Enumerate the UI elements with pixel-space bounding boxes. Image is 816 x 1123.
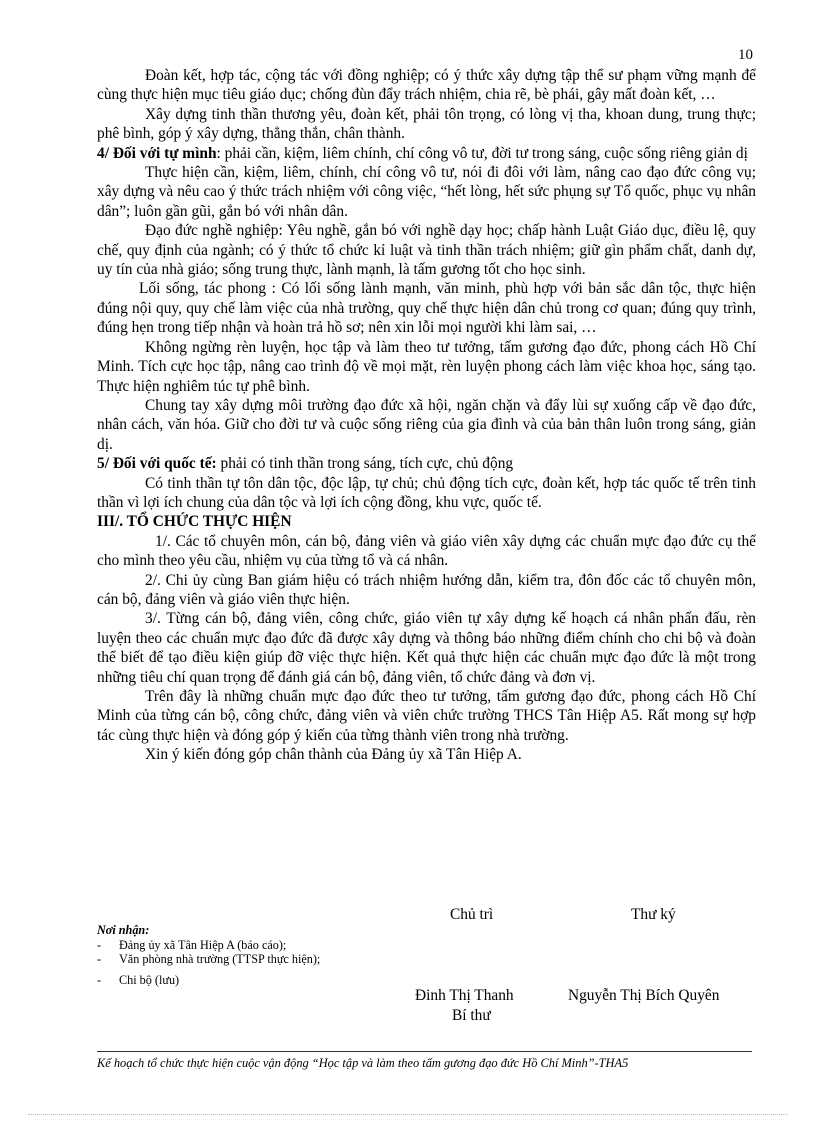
section-4-title: 4/ Đối với tự mình bbox=[97, 144, 217, 162]
paragraph-request: Xin ý kiến đóng góp chân thành của Đảng ủy xã Tân Hiệp A. bbox=[145, 746, 522, 764]
implementation-item-2: 2/. Chi ủy cùng Ban giám hiệu có trách nhiệm hướng dẫn, kiểm tra, đôn đốc các tổ chuyên môn, cán bộ, đảng viên và giáo viên thực hiện. bbox=[97, 571, 756, 608]
page-number: 10 bbox=[738, 47, 753, 63]
paragraph-conclusion: Trên đây là những chuẩn mực đạo đức theo tư tưởng, tấm gương đạo đức, phong cách Hồ Chí Minh của từng cán bộ, công chức, đảng viên và viên chức trường THCS Tân Hiệp A5. Rất mong sự hợp tác cùng thực hiện và đóng góp ý kiến của từng thành viên trong nhà trường. bbox=[97, 688, 756, 744]
section-5-title: 5/ Đối với quốc tế: bbox=[97, 455, 217, 473]
paragraph-learning: Không ngừng rèn luyện, học tập và làm theo tư tưởng, tấm gương đạo đức, phong cách Hồ Chí Minh. Tích cực học tập, nâng cao trình độ về mọi mặt, rèn luyện phong cách làm việc khoa học, sáng tạo. Thực hiện nghiêm túc tự phê bình. bbox=[97, 338, 756, 395]
section-4 bbox=[97, 144, 756, 163]
implementation-item-3: 3/. Từng cán bộ, đảng viên, công chức, giáo viên tự xây dựng kế hoạch cá nhân phấn đấu, rèn luyện theo các chuẩn mực đạo đức đã được xây dựng và thông báo những điểm chính cho chi bộ và đoàn thể biết để tạo điều kiện giúp đỡ việc thực hiện. Kết quả thực hiện các chuẩn mực đạo đức là một trong những tiêu chí quan trọng để đánh giá cán bộ, đảng viên, tổ chức đảng và đơn vị. bbox=[97, 610, 756, 686]
paragraph-international: Có tinh thần tự tôn dân tộc, độc lập, tự chủ; chủ động tích cực, đoàn kết, hợp tác quốc tế trên tinh thần vì lợi ích chung của dân tộc và lợi ích cộng đồng, khu vực, quốc tế. bbox=[97, 474, 756, 511]
chair-title: Chủ trì bbox=[450, 906, 494, 923]
chair-name: Đinh Thị Thanh bbox=[415, 987, 514, 1004]
recipient-item: - Đảng ủy xã Tân Hiệp A (báo cáo); bbox=[97, 938, 320, 953]
secretary-name: Nguyễn Thị Bích Quyên bbox=[568, 987, 720, 1004]
implementation-item-1: 1/. Các tổ chuyên môn, cán bộ, đảng viên và giáo viên xây dựng các chuẩn mực đạo đức cụ thể cho mình theo yêu cầu, nhiệm vụ của từng tổ và cá nhân. bbox=[97, 532, 756, 570]
section-4-text: : phải cần, kiệm, liêm chính, chí công vô tư, đời tư trong sáng, cuộc sống riêng giản dị bbox=[216, 144, 748, 162]
section-3-title: III/. TỔ CHỨC THỰC HIỆN bbox=[97, 513, 292, 531]
paragraph-lifestyle: Lối sống, tác phong : Có lối sống lành mạnh, văn minh, phù hợp với bản sắc dân tộc, thực hiện đúng nội quy, quy chế làm việc của nhà trường, quy chế thực hiện dân chủ trong cơ quan; đúng quy trình, đúng hẹn trong tiếp nhận và hoàn trả hồ sơ; nên xin lỗi mọi người khi làm sai, … bbox=[97, 280, 756, 337]
recipients-list bbox=[97, 938, 320, 988]
recipient-item: - Văn phòng nhà trường (TTSP thực hiện); bbox=[97, 952, 320, 967]
secretary-title: Thư ký bbox=[631, 906, 676, 923]
footer-divider bbox=[97, 1051, 752, 1052]
paragraph-professional-ethics: Đạo đức nghề nghiệp: Yêu nghề, gắn bó với nghề dạy học; chấp hành Luật Giáo dục, điều lệ, quy chế, quy định của ngành; có ý thức tổ chức kỉ luật và tinh thần trách nhiệm; giữ gìn phẩm chất, danh dự, uy tín của nhà giáo; sống trung thực, lành mạnh, là tấm gương tốt cho học sinh. bbox=[97, 222, 756, 279]
paragraph-diligence: Thực hiện cần, kiệm, liêm, chính, chí công vô tư, nói đi đôi với làm, nâng cao đạo đức công vụ; xây dựng và nêu cao ý thức trách nhiệm với công việc, “hết lòng, hết sức phụng sự Tổ quốc, phục vụ nhân dân”; luôn gần gũi, gắn bó với nhân dân. bbox=[97, 164, 756, 220]
page-bottom-dotted-line bbox=[28, 1114, 788, 1115]
paragraph-solidarity: Đoàn kết, hợp tác, cộng tác với đồng nghiệp; có ý thức xây dựng tập thể sư phạm vững mạnh để cùng thực hiện mục tiêu giáo dục; chống đùn đẩy trách nhiệm, chia rẽ, bè phái, gây mất đoàn kết, … bbox=[97, 67, 756, 104]
paragraph-social-environment: Chung tay xây dựng môi trường đạo đức xã hội, ngăn chặn và đẩy lùi sự xuống cấp về đạo đức, nhân cách, văn hóa. Giữ cho đời tư và cuộc sống riêng của gia đình và của bản thân luôn trong sáng, giản dị. bbox=[97, 396, 756, 453]
recipients-title: Nơi nhận: bbox=[97, 923, 150, 937]
section-5-text: phải có tinh thần trong sáng, tích cực, chủ động bbox=[216, 455, 514, 473]
section-5 bbox=[97, 454, 756, 473]
paragraph-love-respect: Xây dựng tinh thần thương yêu, đoàn kết, phải tôn trọng, có lòng vị tha, khoan dung, trung thực; phê bình, góp ý xây dựng, thẳng thắn, chân thành. bbox=[97, 105, 756, 143]
recipients-block bbox=[97, 923, 320, 987]
footer-text: Kế hoạch tổ chức thực hiện cuộc vận động “Học tập và làm theo tấm gương đạo đức Hồ Chí Minh”-THA5 bbox=[97, 1056, 629, 1070]
document-body bbox=[97, 66, 756, 765]
chair-role: Bí thư bbox=[452, 1007, 491, 1024]
recipient-item: - Chi bộ (lưu) bbox=[97, 973, 320, 988]
